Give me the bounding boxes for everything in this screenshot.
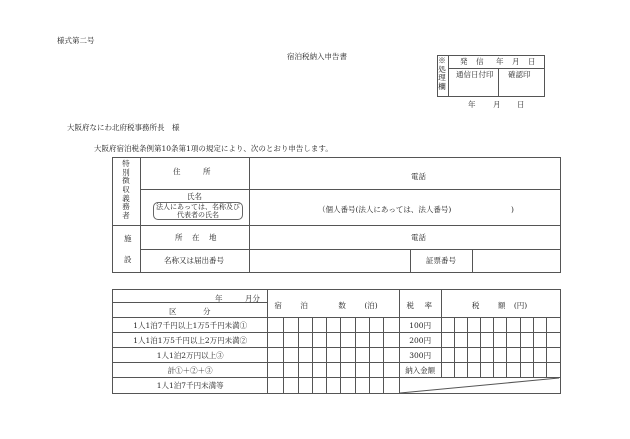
- amount-header-1: 税: [471, 301, 480, 310]
- name-label: 氏名: [187, 192, 202, 201]
- table-row: [113, 318, 561, 333]
- rate-header-2: 率: [424, 301, 432, 310]
- form-title: 宿泊税納入申告書: [287, 52, 347, 61]
- facility-label-1: 施: [124, 234, 132, 243]
- row-rate: 100円: [399, 318, 441, 333]
- facility-name-label: 名称又は届出番号: [164, 256, 224, 265]
- processing-header-5: 日: [528, 57, 536, 66]
- row-rate: 300円: [399, 348, 441, 363]
- location-label-3: 地: [209, 233, 217, 242]
- individual-number-label: （個人番号(法人にあっては、法人番号): [318, 205, 452, 214]
- period-cell: [113, 290, 268, 303]
- processing-header-1: 発: [460, 57, 468, 66]
- category-header-1: 区: [169, 307, 177, 317]
- address-label-1: 住: [173, 167, 181, 176]
- row-rate: 200円: [399, 333, 441, 348]
- nights-header-3: 数: [338, 301, 346, 310]
- row-category: 計①＋②＋③: [113, 363, 268, 378]
- facility-label-2: 設: [124, 255, 132, 264]
- category-header: [113, 303, 268, 318]
- date-year: 年: [468, 100, 476, 109]
- individual-number-close: ): [511, 205, 514, 214]
- row-category: 1人1泊7千円未満等: [113, 378, 268, 394]
- confirmation-seal-label: 確認印: [508, 70, 531, 79]
- nights-header-2: 泊: [300, 301, 308, 310]
- taxpayer-phone-label: 電話: [411, 172, 426, 181]
- date-month: 月: [493, 100, 501, 109]
- nights-header-4: (泊): [364, 301, 378, 310]
- table-row: [113, 348, 561, 363]
- processing-header-2: 信: [476, 57, 484, 66]
- row-category: 1人1泊7千円以上1万5千円未満①: [113, 318, 268, 333]
- rate-header: [399, 290, 441, 318]
- category-header-2: 分: [203, 307, 211, 317]
- postmark-label: 通信日付印: [456, 70, 494, 79]
- address-label-2: 所: [203, 167, 211, 176]
- diagonal-line: [400, 378, 559, 394]
- rate-header-1: 税: [406, 301, 414, 310]
- processing-header-3: 年: [496, 57, 504, 66]
- tax-table: [112, 289, 561, 394]
- name-note-bracket: [153, 202, 243, 220]
- name-note: 法人にあっては、名称及び代表者の氏名: [156, 203, 240, 219]
- row-rate: 納入金額: [399, 363, 441, 378]
- row-category: 1人1泊2万円以上③: [113, 348, 268, 363]
- processing-side-label: ※処理欄: [438, 56, 446, 91]
- date-day: 日: [517, 100, 525, 109]
- diagonal-cell: [399, 378, 561, 394]
- table-row: [113, 333, 561, 348]
- row-category: 1人1泊1万5千円以上2万円未満②: [113, 333, 268, 348]
- period-month: 月分: [245, 294, 260, 303]
- table-row: [113, 378, 561, 394]
- nights-header: [268, 290, 399, 318]
- taxpayer-side-label: 特別徴収義務者: [122, 159, 130, 220]
- location-label-2: 在: [192, 233, 200, 242]
- amount-header: [441, 290, 560, 318]
- period-year: 年: [215, 294, 223, 303]
- addressee: 大阪府なにわ北府税事務所長 様: [67, 123, 180, 132]
- amount-header-2: 額: [497, 301, 506, 310]
- location-label-1: 所: [175, 233, 183, 242]
- form-number: 様式第二号: [57, 36, 95, 45]
- nights-header-1: 宿: [274, 301, 282, 310]
- table-row: [113, 363, 561, 378]
- amount-header-3: (円): [513, 301, 528, 310]
- processing-header-4: 月: [512, 57, 520, 66]
- facility-phone-label: 電話: [411, 233, 426, 242]
- declaration: 大阪府宿泊税条例第10条第1項の規定により、次のとおり申告します。: [94, 144, 333, 153]
- certificate-number-label: 証票番号: [426, 256, 456, 265]
